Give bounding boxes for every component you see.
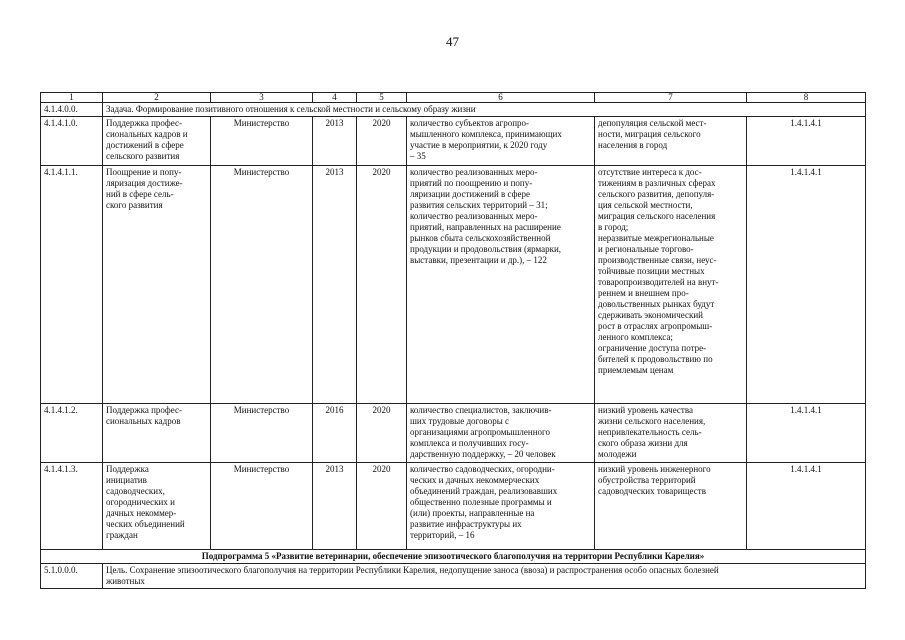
table-row xyxy=(41,404,866,463)
program-table xyxy=(40,92,866,589)
expected-result: количество садоводческих, огородни- ческих и дачных некоммерческих объединений граждан, реализовавших общественно полезные программы и (или) проекты, направленные на развитие инфраструктуры их территорий, – 16 xyxy=(407,463,595,550)
indicator-link: 1.4.1.4.1 xyxy=(747,166,866,404)
page-number: 47 xyxy=(446,34,459,49)
subprogram-row xyxy=(41,550,866,564)
end-year: 2020 xyxy=(357,166,407,404)
measure-name: Поощрение и попу- ляризация достиже- ний в сфере сель- ского развития xyxy=(103,166,211,404)
column-header: 7 xyxy=(595,93,747,103)
measure-name: Поддержка инициатив садоводческих, огороднических и дачных некоммер- ческих объединений граждан xyxy=(103,463,211,550)
row-code: 4.1.4.1.0. xyxy=(41,117,103,166)
column-header: 5 xyxy=(357,93,407,103)
column-header: 1 xyxy=(41,93,103,103)
row-code: 4.1.4.1.1. xyxy=(41,166,103,404)
executor: Министерство xyxy=(211,463,313,550)
consequences: низкий уровень качества жизни сельского населения, непривлекательность сель- ского образа жизни для молодежи xyxy=(595,404,747,463)
goal-row xyxy=(41,564,866,589)
executor: Министерство xyxy=(211,117,313,166)
start-year: 2013 xyxy=(313,117,357,166)
indicator-link: 1.4.1.4.1 xyxy=(747,463,866,550)
start-year: 2013 xyxy=(313,463,357,550)
indicator-link: 1.4.1.4.1 xyxy=(747,117,866,166)
column-header: 3 xyxy=(211,93,313,103)
column-header: 2 xyxy=(103,93,211,103)
consequences: низкий уровень инженерного обустройства территорий садоводческих товариществ xyxy=(595,463,747,550)
consequences: депопуляция сельской мест- ности, миграция сельского населения в город xyxy=(595,117,747,166)
measure-name: Поддержка профес- сиональных кадров и достижений в сфере сельского развития xyxy=(103,117,211,166)
subprogram-title: Подпрограмма 5 «Развитие ветеринарии, обеспечение эпизоотического благополучия на территории Республики Карелия» xyxy=(41,550,866,564)
end-year: 2020 xyxy=(357,117,407,166)
row-code: 4.1.4.1.3. xyxy=(41,463,103,550)
row-code: 5.1.0.0.0. xyxy=(41,564,103,589)
table-row xyxy=(41,166,866,404)
row-code: 4.1.4.1.2. xyxy=(41,404,103,463)
table-row xyxy=(41,463,866,550)
column-header: 4 xyxy=(313,93,357,103)
column-number-row xyxy=(41,93,866,103)
end-year: 2020 xyxy=(357,463,407,550)
expected-result: количество субъектов агропро- мышленного комплекса, принимающих участие в мероприятии, к 2020 году – 35 xyxy=(407,117,595,166)
indicator-link: 1.4.1.4.1 xyxy=(747,404,866,463)
expected-result: количество реализованных меро- приятий по поощрению и попу- ляризации достижений в сфере развития сельских территорий – 31; количество реализованных меро- приятий, направленных на расширение рынков сбыта сельскохозяйственной продукции и продовольствия (ярмарки, выставки, презентации и др.), – 122 xyxy=(407,166,595,404)
consequences: отсутствие интереса к дос- тижениям в различных сферах сельского развития, депопуля- ция сельской местности, миграция сельского населения в город; неразвитые межрегиональные и региональные торгово- производственные связи, неус- тойчивые позиции местных товаропроизводителей на внут- реннем и внешнем про- довольственных рынках будут сдерживать экономический рост в отраслях агропромыш- ленного комплекса; ограничение доступа потре- бителей к продовольствию по приемлемым ценам xyxy=(595,166,747,404)
executor: Министерство xyxy=(211,404,313,463)
column-header: 6 xyxy=(407,93,595,103)
table-row xyxy=(41,117,866,166)
start-year: 2016 xyxy=(313,404,357,463)
executor: Министерство xyxy=(211,166,313,404)
end-year: 2020 xyxy=(357,404,407,463)
column-header: 8 xyxy=(747,93,866,103)
expected-result: количество специалистов, заключив- ших трудовые договоры с организациями агропромышленного комплекса и получивших госу- дарственную поддержку, – 20 человек xyxy=(407,404,595,463)
task-row xyxy=(41,103,866,117)
task-text: Задача. Формирование позитивного отношения к сельской местности и сельскому образу жизни xyxy=(103,103,866,117)
goal-text: Цель. Сохранение эпизоотического благополучия на территории Республики Карелия, недопущение заноса (ввоза) и распространения особо опасных болезней животных xyxy=(103,564,866,589)
measure-name: Поддержка профес- сиональных кадров xyxy=(103,404,211,463)
start-year: 2013 xyxy=(313,166,357,404)
row-code: 4.1.4.0.0. xyxy=(41,103,103,117)
